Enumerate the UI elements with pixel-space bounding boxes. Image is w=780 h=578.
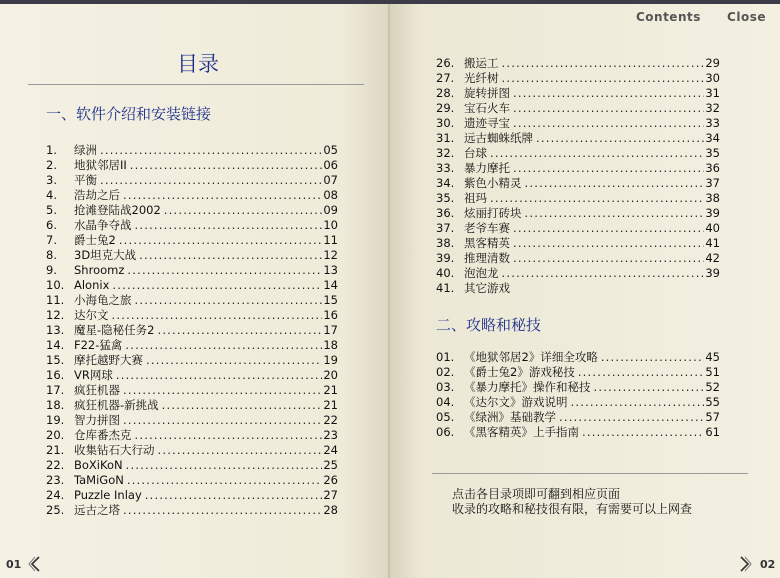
toc-leader-dots (513, 236, 704, 251)
toc-item-number: 38. (436, 236, 455, 250)
toc-item-title: 达尔文 (74, 308, 109, 322)
toc-item[interactable] (46, 383, 338, 398)
toc-item-page: 61 (705, 425, 720, 439)
toc-item-page: 34 (705, 131, 720, 145)
toc-item-title: 远古蜘蛛纸牌 (464, 131, 533, 145)
toc-item-title: 炫丽打砖块 (464, 206, 522, 220)
toc-item-number: 26. (436, 56, 455, 70)
toc-item-page: 07 (323, 173, 338, 187)
toc-item-title: 台球 (464, 146, 487, 160)
section-heading-guides: 二、攻略和秘技 (436, 316, 542, 334)
toc-item-page: 30 (705, 71, 720, 85)
toc-leader-dots (100, 173, 322, 188)
toc-item-number: 8. (46, 248, 57, 262)
toc-leader-dots (513, 221, 704, 236)
toc-item[interactable] (436, 161, 720, 176)
toc-item-title: 收集钻石大行动 (74, 443, 155, 457)
close-button[interactable]: Close (727, 10, 766, 24)
toc-item[interactable] (436, 206, 720, 221)
toc-item[interactable] (46, 233, 338, 248)
guide-item[interactable] (436, 365, 720, 380)
toc-item[interactable] (436, 131, 720, 146)
contents-button[interactable]: Contents (635, 10, 701, 24)
toc-item[interactable] (46, 263, 338, 278)
toc-item-page: 27 (323, 488, 338, 502)
toc-leader-dots (513, 251, 704, 266)
toc-item-number: 1. (46, 143, 57, 157)
toc-item-title: 搬运工 (464, 56, 499, 70)
toc-item-number: 11. (46, 293, 65, 307)
toc-list-left (46, 143, 338, 518)
toc-item-number: 02. (436, 365, 455, 379)
toc-item-number: 04. (436, 395, 455, 409)
toc-item-page: 39 (705, 266, 720, 280)
toc-item-title: 《爵士兔2》游戏秘技 (464, 365, 575, 379)
toc-item-title: 祖玛 (464, 191, 487, 205)
toc-item-title: 其它游戏 (464, 281, 510, 295)
toc-leader-dots (594, 380, 705, 395)
toc-item[interactable] (46, 278, 338, 293)
toc-item-page: 11 (323, 233, 338, 247)
toc-item-number: 31. (436, 131, 455, 145)
toc-item-number: 37. (436, 221, 455, 235)
toc-item-number: 13. (46, 323, 65, 337)
note-line-2: 收录的攻略和秘技很有限，有需要可以上网查 (452, 502, 693, 516)
right-page-number: 02 (760, 558, 776, 571)
toc-leader-dots (119, 233, 323, 248)
toc-item-title: 泡泡龙 (464, 266, 499, 280)
toc-leader-dots (158, 443, 323, 458)
guide-item[interactable] (436, 410, 720, 425)
toc-item-page: 25 (323, 458, 338, 472)
toc-item-number: 05. (436, 410, 455, 424)
toc-item-page: 39 (705, 206, 720, 220)
guide-item[interactable] (436, 350, 720, 365)
toc-item-page: 52 (705, 380, 720, 394)
toc-item-page: 14 (323, 278, 338, 292)
toc-leader-dots (536, 131, 704, 146)
toc-leader-dots (601, 350, 705, 365)
toc-item-title: 紫色小精灵 (464, 176, 522, 190)
toc-item-title: Alonix (74, 278, 110, 292)
book (0, 4, 780, 578)
toc-item-number: 27. (436, 71, 455, 85)
toc-item-number: 01. (436, 350, 455, 364)
toc-item-number: 28. (436, 86, 455, 100)
toc-item-title: 魔星-隐秘任务2 (74, 323, 155, 337)
toc-leader-dots (513, 86, 704, 101)
toc-item[interactable] (46, 368, 338, 383)
toc-item-title: 黑客精英 (464, 236, 510, 250)
toc-item-page: 08 (323, 188, 338, 202)
next-page-arrow-icon[interactable] (738, 556, 752, 572)
toc-item-title: VR网球 (74, 368, 113, 382)
toc-item-title: 《达尔文》游戏说明 (464, 395, 568, 409)
toc-item-page: 55 (705, 395, 720, 409)
note-divider (432, 473, 748, 474)
toc-item[interactable] (46, 218, 338, 233)
toc-item-number: 2. (46, 158, 57, 172)
toc-item-title: 宝石火车 (464, 101, 510, 115)
guide-item[interactable] (436, 380, 720, 395)
toc-item-page: 26 (323, 473, 338, 487)
toc-item[interactable] (46, 293, 338, 308)
toc-item[interactable] (436, 281, 720, 296)
toc-leader-dots (582, 425, 704, 440)
toc-leader-dots (502, 56, 705, 71)
toc-item-title: 绿洲 (74, 143, 97, 157)
toc-leader-dots (525, 176, 705, 191)
toc-item-title: Puzzle Inlay (74, 488, 142, 502)
toc-item[interactable] (436, 236, 720, 251)
toc-item-title: 浩劫之后 (74, 188, 120, 202)
toc-item-number: 14. (46, 338, 65, 352)
toc-item-number: 19. (46, 413, 65, 427)
toc-item-page: 33 (705, 116, 720, 130)
toc-item[interactable] (436, 221, 720, 236)
toc-item-number: 3. (46, 173, 57, 187)
toc-item-title: 地狱邻居II (74, 158, 127, 172)
toc-item-title: 摩托越野大赛 (74, 353, 143, 367)
toc-item[interactable] (46, 308, 338, 323)
toc-item[interactable] (46, 248, 338, 263)
toc-item-number: 12. (46, 308, 65, 322)
toc-item[interactable] (46, 323, 338, 338)
toc-item-page: 09 (323, 203, 338, 217)
toc-leader-dots (490, 191, 704, 206)
toc-leader-dots (135, 293, 323, 308)
toc-leader-dots (502, 71, 705, 86)
toc-item-title: 疯狂机器 (74, 383, 120, 397)
toc-item-number: 36. (436, 206, 455, 220)
toc-item[interactable] (46, 158, 338, 173)
toc-item-title: 水晶争夺战 (74, 218, 132, 232)
toc-item-page: 38 (705, 191, 720, 205)
toc-item-page: 23 (323, 428, 338, 442)
toc-item-page: 57 (705, 410, 720, 424)
toc-item-page: 20 (323, 368, 338, 382)
toc-item-number: 29. (436, 101, 455, 115)
toc-leader-dots (145, 488, 323, 503)
page-title: 目录 (177, 52, 219, 76)
toc-item[interactable] (46, 203, 338, 218)
toc-item-title: 3D坦克大战 (74, 248, 137, 262)
toc-item-number: 4. (46, 188, 57, 202)
toc-leader-dots (123, 188, 322, 203)
toc-item[interactable] (436, 191, 720, 206)
toc-item-number: 20. (46, 428, 65, 442)
toc-item-title: 疯狂机器-新挑战 (74, 398, 159, 412)
toc-item[interactable] (46, 503, 338, 518)
toc-item-number: 33. (436, 161, 455, 175)
toc-item-page: 28 (323, 503, 338, 517)
toc-item-page: 35 (705, 146, 720, 160)
toc-leader-dots (157, 323, 322, 338)
toc-item-number: 32. (436, 146, 455, 160)
guide-list (436, 350, 720, 440)
toc-item-title: F22-猛禽 (74, 338, 123, 352)
toc-item[interactable] (46, 353, 338, 368)
guide-item[interactable] (436, 425, 720, 440)
toc-item-number: 06. (436, 425, 455, 439)
toc-item[interactable] (46, 338, 338, 353)
toc-item[interactable] (46, 143, 338, 158)
toc-item-page: 06 (323, 158, 338, 172)
toc-item[interactable] (436, 266, 720, 281)
toc-leader-dots (116, 368, 323, 383)
toc-item-page: 51 (705, 365, 720, 379)
toc-leader-dots (125, 338, 322, 353)
toc-leader-dots (123, 503, 322, 518)
toc-leader-dots (578, 365, 705, 380)
toc-item-number: 18. (46, 398, 65, 412)
toc-item-number: 16. (46, 368, 65, 382)
toc-item-number: 24. (46, 488, 65, 502)
toc-item-title: 小海龟之旅 (74, 293, 132, 307)
toc-item-number: 40. (436, 266, 455, 280)
toc-item-number: 10. (46, 278, 65, 292)
toc-item-number: 23. (46, 473, 65, 487)
toc-item[interactable] (436, 176, 720, 191)
toc-item-page: 21 (323, 398, 338, 412)
toc-item[interactable] (46, 443, 338, 458)
toc-item-number: 5. (46, 203, 57, 217)
toc-item-number: 30. (436, 116, 455, 130)
toc-item-title: 旋转拼图 (464, 86, 510, 100)
toc-leader-dots (162, 398, 323, 413)
toc-item-page: 40 (705, 221, 720, 235)
toc-item-number: 03. (436, 380, 455, 394)
toc-item-title: 平衡 (74, 173, 97, 187)
toc-leader-dots (525, 206, 705, 221)
toc-item-page: 18 (323, 338, 338, 352)
toc-leader-dots (127, 473, 323, 488)
toc-leader-dots (123, 383, 322, 398)
toc-item-page: 05 (323, 143, 338, 157)
toc-leader-dots (502, 266, 705, 281)
toc-item[interactable] (46, 428, 338, 443)
prev-page-arrow-icon[interactable] (28, 556, 42, 572)
toc-item-page: 29 (705, 56, 720, 70)
toc-item[interactable] (436, 71, 720, 86)
title-divider (28, 84, 364, 85)
toc-item-title: BoXiKoN (74, 458, 123, 472)
toc-leader-dots (513, 101, 704, 116)
toc-item-page: 45 (705, 350, 720, 364)
toc-leader-dots (164, 203, 323, 218)
toc-item-number: 21. (46, 443, 65, 457)
toc-item-page: 21 (323, 383, 338, 397)
toc-item[interactable] (46, 188, 338, 203)
left-page-number: 01 (6, 558, 22, 571)
toc-item-page: 22 (323, 413, 338, 427)
toc-item-title: 光纤树 (464, 71, 499, 85)
toc-item-title: 推理清数 (464, 251, 510, 265)
toc-item-number: 25. (46, 503, 65, 517)
toc-item-page: 32 (705, 101, 720, 115)
toc-item-title: 远古之塔 (74, 503, 120, 517)
toc-item[interactable] (46, 173, 338, 188)
toc-leader-dots (130, 158, 323, 173)
toc-item-title: TaMiGoN (74, 473, 124, 487)
help-note (452, 487, 692, 517)
toc-leader-dots (513, 116, 704, 131)
toc-item-title: 爵士兔2 (74, 233, 116, 247)
toc-item[interactable] (436, 56, 720, 71)
toc-item-page: 36 (705, 161, 720, 175)
toc-leader-dots (127, 263, 322, 278)
toc-item-number: 17. (46, 383, 65, 397)
top-toolbar (614, 10, 766, 24)
toc-item-title: Shroomz (74, 263, 125, 277)
toc-item-number: 34. (436, 176, 455, 190)
left-page (0, 4, 390, 578)
toc-item-title: 《暴力摩托》操作和秘技 (464, 380, 591, 394)
toc-item[interactable] (436, 101, 720, 116)
toc-item-title: 《绿洲》基础教学 (464, 410, 556, 424)
toc-leader-dots (126, 458, 323, 473)
toc-item[interactable] (436, 251, 720, 266)
toc-item-number: 22. (46, 458, 65, 472)
toc-leader-dots (490, 146, 704, 161)
toc-item-title: 智力拼图 (74, 413, 120, 427)
toc-item[interactable] (46, 473, 338, 488)
toc-leader-dots (513, 161, 704, 176)
toc-item[interactable] (436, 146, 720, 161)
toc-item-number: 35. (436, 191, 455, 205)
toc-item-page: 37 (705, 176, 720, 190)
toc-item[interactable] (46, 488, 338, 503)
toc-item[interactable] (46, 413, 338, 428)
toc-leader-dots (559, 410, 704, 425)
toc-list-right (436, 56, 720, 296)
toc-item-title: 仓库番杰克 (74, 428, 132, 442)
toc-item-page: 15 (323, 293, 338, 307)
toc-item-page: 42 (705, 251, 720, 265)
toc-item-number: 39. (436, 251, 455, 265)
toc-leader-dots (123, 413, 322, 428)
toc-leader-dots (100, 143, 322, 158)
toc-item-number: 41. (436, 281, 455, 295)
note-line-1: 点击各目录项即可翻到相应页面 (452, 487, 621, 501)
toc-leader-dots (135, 218, 323, 233)
toc-item[interactable] (46, 398, 338, 413)
toc-item-page: 17 (323, 323, 338, 337)
toc-item-page: 41 (705, 236, 720, 250)
toc-item-page: 24 (323, 443, 338, 457)
toc-item-number: 7. (46, 233, 57, 247)
section-heading-software: 一、软件介绍和安装链接 (46, 105, 212, 123)
toc-item-number: 9. (46, 263, 57, 277)
toc-leader-dots (112, 278, 322, 293)
toc-leader-dots (135, 428, 323, 443)
toc-item-page: 16 (323, 308, 338, 322)
toc-item-title: 《地狱邻居2》详细全攻略 (464, 350, 598, 364)
toc-item[interactable] (46, 458, 338, 473)
toc-item-title: 暴力摩托 (464, 161, 510, 175)
toc-item-title: 抢滩登陆战2002 (74, 203, 161, 217)
toc-item-title: 老爷车赛 (464, 221, 510, 235)
toc-item[interactable] (436, 86, 720, 101)
toc-leader-dots (146, 353, 322, 368)
guide-item[interactable] (436, 395, 720, 410)
toc-item[interactable] (436, 116, 720, 131)
toc-item-page: 12 (323, 248, 338, 262)
toc-leader-dots (112, 308, 323, 323)
toc-item-number: 6. (46, 218, 57, 232)
toc-item-number: 15. (46, 353, 65, 367)
toc-leader-dots (139, 248, 322, 263)
toc-item-page: 31 (705, 86, 720, 100)
toc-item-page: 10 (323, 218, 338, 232)
toc-item-title: 《黑客精英》上手指南 (464, 425, 579, 439)
toc-item-page: 19 (323, 353, 338, 367)
toc-item-page: 13 (323, 263, 338, 277)
toc-leader-dots (571, 395, 705, 410)
toc-item-title: 遗迹寻宝 (464, 116, 510, 130)
